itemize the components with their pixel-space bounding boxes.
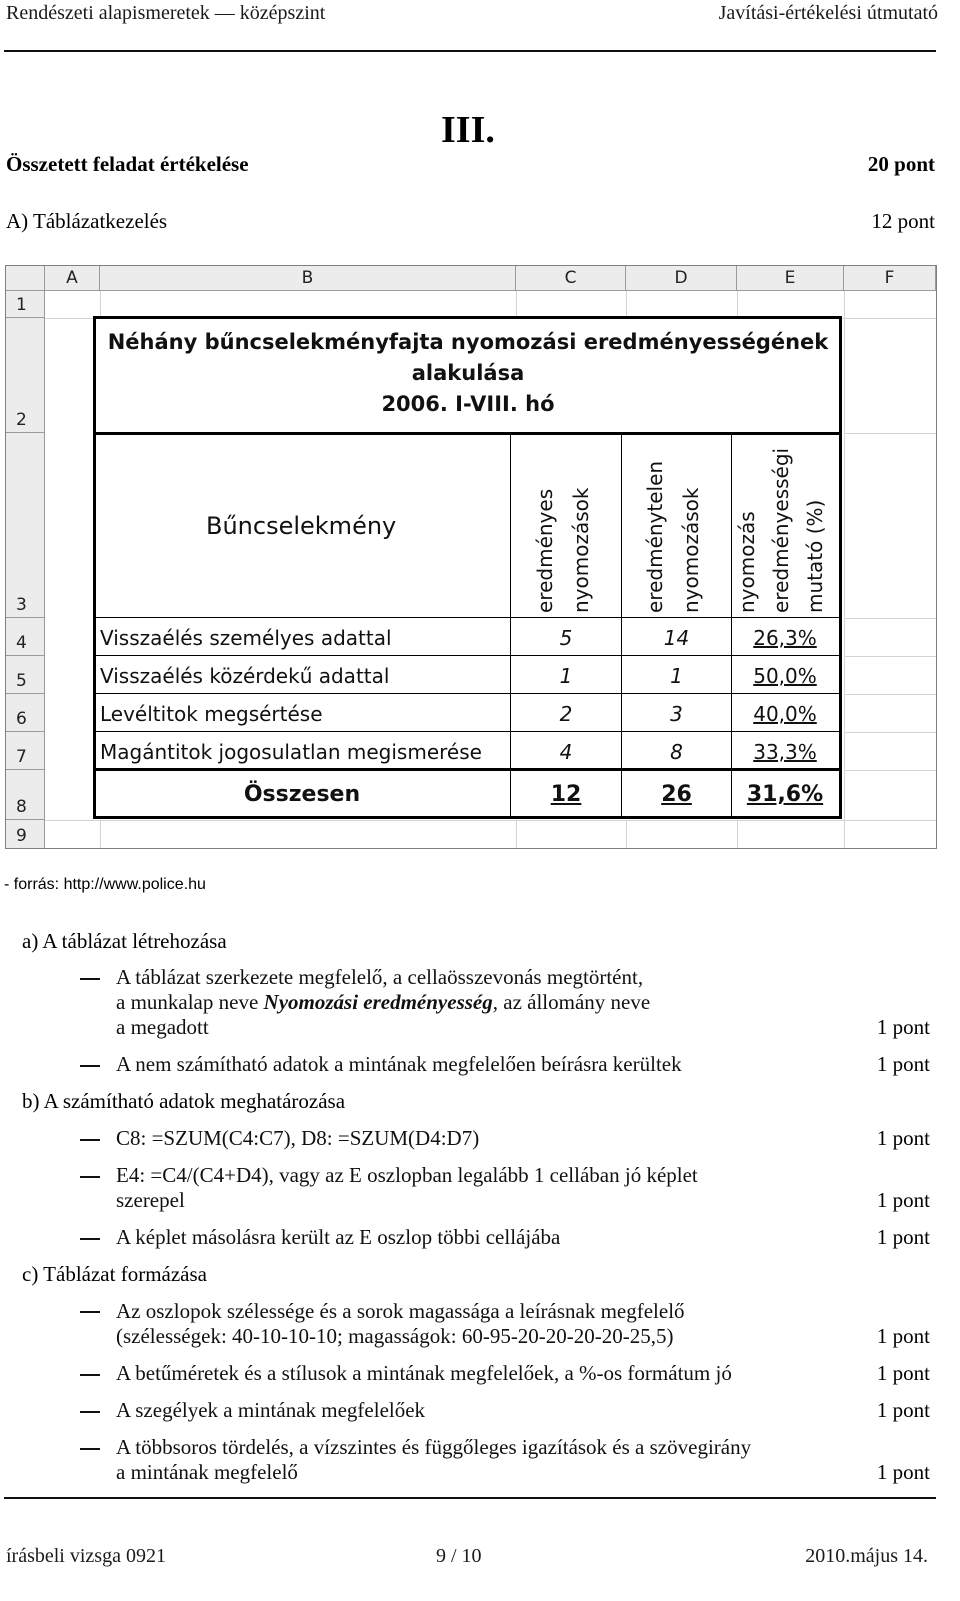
table-line	[94, 655, 841, 656]
col-header-a: A	[45, 266, 100, 291]
item-c1-line1: Az oszlopok szélessége és a sorok magassága a leírásnak megfelelő	[116, 1299, 685, 1323]
table-line	[94, 617, 841, 618]
points-b3: 1 pont	[876, 1225, 930, 1249]
section-a-heading: a) A táblázat létrehozása	[22, 929, 227, 953]
item-c3: A szegélyek a mintának megfelelőek	[116, 1398, 426, 1422]
total-ratio: 31,6%	[746, 782, 824, 807]
cell-successful: 2	[559, 702, 573, 726]
gridline	[737, 291, 738, 318]
item-c1-line2: (szélességek: 40-10-10-10; magasságok: 60-95-20-20-20-20-25,5)	[116, 1324, 674, 1348]
vheader-successful-2: nyomozások	[569, 487, 593, 613]
gridline	[45, 820, 936, 821]
part-subtitle-points: 12 pont	[871, 209, 935, 233]
table-line	[94, 768, 841, 771]
section-b-heading: b) A számítható adatok meghatározása	[22, 1089, 346, 1113]
cell-ratio: 50,0%	[753, 664, 817, 688]
header-left: Rendészeti alapismeretek — középszint	[6, 2, 326, 24]
row-header-4: 4	[6, 618, 45, 656]
row-header-6: 6	[6, 694, 45, 732]
corner-cell	[6, 266, 45, 291]
cell-unsuccessful: 8	[670, 740, 683, 764]
gridline	[844, 770, 936, 771]
row-header-3: 3	[6, 433, 45, 618]
vheader-unsuccessful-2: nyomozások	[679, 487, 703, 613]
table-title-line-2: alakulása	[411, 361, 525, 385]
item-a2: A nem számítható adatok a mintának megfelelően beírásra kerültek	[116, 1052, 682, 1076]
vheader-unsuccessful-1: eredménytelen	[643, 460, 667, 613]
gridline	[516, 291, 517, 318]
item-a1-line3: a megadott	[116, 1015, 209, 1039]
cell-successful: 1	[559, 664, 573, 688]
row-header-8: 8	[6, 770, 45, 820]
vheader-ratio-2: eredményességi	[769, 447, 793, 613]
points-c4: 1 pont	[876, 1460, 930, 1484]
gridline	[100, 820, 101, 848]
table-title-line-3: 2006. I-VIII. hó	[381, 392, 555, 416]
points-c1: 1 pont	[876, 1324, 930, 1348]
bullet-dash	[80, 1176, 100, 1178]
footer-left: írásbeli vizsga 0921	[6, 1545, 166, 1567]
gridline	[844, 433, 936, 434]
gridline	[844, 656, 936, 657]
cell-ratio: 26,3%	[753, 626, 817, 650]
bullet-dash	[80, 1311, 100, 1313]
col-header-f: F	[844, 266, 936, 291]
source-note: - forrás: http://www.police.hu	[4, 876, 206, 893]
total-unsuccessful: 26	[661, 782, 692, 807]
points-a2: 1 pont	[876, 1052, 930, 1076]
item-a1-line1: A táblázat szerkezete megfelelő, a cellaösszevonás megtörtént,	[116, 965, 644, 989]
bullet-dash	[80, 1238, 100, 1240]
part-numeral: III.	[441, 109, 495, 151]
col-header-b: B	[100, 266, 516, 291]
bullet-dash	[80, 978, 100, 980]
points-a1: 1 pont	[876, 1015, 930, 1039]
gridline	[626, 291, 627, 318]
gridline	[737, 820, 738, 848]
bullet-dash	[80, 1139, 100, 1141]
cell-successful: 4	[559, 740, 573, 764]
total-label: Összesen	[243, 782, 361, 807]
cell-unsuccessful: 14	[663, 626, 690, 650]
part-title-points: 20 pont	[867, 152, 935, 176]
row-header-5: 5	[6, 656, 45, 694]
points-c3: 1 pont	[876, 1398, 930, 1422]
points-c2: 1 pont	[876, 1361, 930, 1385]
table-line	[94, 432, 841, 435]
bullet-dash	[80, 1411, 100, 1413]
part-title: Összetett feladat értékelése	[6, 152, 249, 176]
footer-page-number: 9 / 10	[436, 1545, 482, 1567]
item-c4-line1: A többsoros tördelés, a vízszintes és függőleges igazítások és a szövegirány	[116, 1435, 752, 1459]
table-line	[94, 731, 841, 732]
col-header-c: C	[516, 266, 626, 291]
cell-ratio: 33,3%	[753, 740, 817, 764]
table-line	[94, 693, 841, 694]
col-header-e: E	[737, 266, 844, 291]
row-header-2: 2	[6, 318, 45, 433]
item-b2-line1: E4: =C4/(C4+D4), vagy az E oszlopban legalább 1 cellában jó képlet	[116, 1163, 698, 1187]
row-label: Visszaélés közérdekű adattal	[100, 664, 390, 688]
item-b1: C8: =SZUM(C4:C7), D8: =SZUM(D4:D7)	[116, 1126, 480, 1150]
total-successful: 12	[550, 782, 582, 807]
vheader-ratio-3: mutató (%)	[803, 499, 827, 613]
gridline	[100, 291, 101, 318]
crime-column-header: Bűncselekmény	[206, 512, 397, 540]
gridline	[516, 820, 517, 848]
vheader-successful-1: eredményes	[533, 488, 557, 613]
header-rule	[4, 50, 936, 52]
gridline	[844, 291, 845, 848]
table-title-line-1: Néhány bűncselekményfajta nyomozási eredményességének	[107, 330, 829, 354]
row-header-1: 1	[6, 291, 45, 318]
footer-date: 2010.május 14.	[805, 1545, 928, 1567]
bullet-dash	[80, 1448, 100, 1450]
section-c-heading: c) Táblázat formázása	[22, 1262, 207, 1286]
header-right: Javítási-értékelési útmutató	[718, 2, 938, 24]
row-header-9: 9	[6, 820, 45, 848]
item-c2: A betűméretek és a stílusok a mintának megfelelőek, a %-os formátum jó	[116, 1361, 732, 1385]
item-b2-line2: szerepel	[116, 1188, 185, 1212]
gridline	[844, 732, 936, 733]
item-b3: A képlet másolásra került az E oszlop többi cellájába	[116, 1225, 561, 1249]
part-subtitle: A) Táblázatkezelés	[6, 209, 168, 233]
spreadsheet-figure	[5, 265, 937, 849]
cell-successful: 5	[559, 626, 573, 650]
row-header-7: 7	[6, 732, 45, 770]
item-a1-line2: a munkalap neve Nyomozási eredményesség, az állomány neve	[116, 990, 651, 1014]
bullet-dash	[80, 1065, 100, 1067]
cell-ratio: 40,0%	[753, 702, 817, 726]
cell-unsuccessful: 1	[670, 664, 683, 688]
points-b2: 1 pont	[876, 1188, 930, 1212]
gridline	[844, 694, 936, 695]
vheader-ratio-1: nyomozás	[735, 511, 759, 613]
footer-rule	[4, 1497, 936, 1499]
col-header-d: D	[626, 266, 737, 291]
row-label: Visszaélés személyes adattal	[100, 626, 392, 650]
row-label: Levéltitok megsértése	[100, 702, 323, 726]
gridline	[844, 618, 936, 619]
cell-unsuccessful: 3	[670, 702, 683, 726]
row-label: Magántitok jogosulatlan megismerése	[100, 740, 482, 764]
gridline	[626, 820, 627, 848]
item-c4-line2: a mintának megfelelő	[116, 1460, 298, 1484]
bullet-dash	[80, 1374, 100, 1376]
points-b1: 1 pont	[876, 1126, 930, 1150]
